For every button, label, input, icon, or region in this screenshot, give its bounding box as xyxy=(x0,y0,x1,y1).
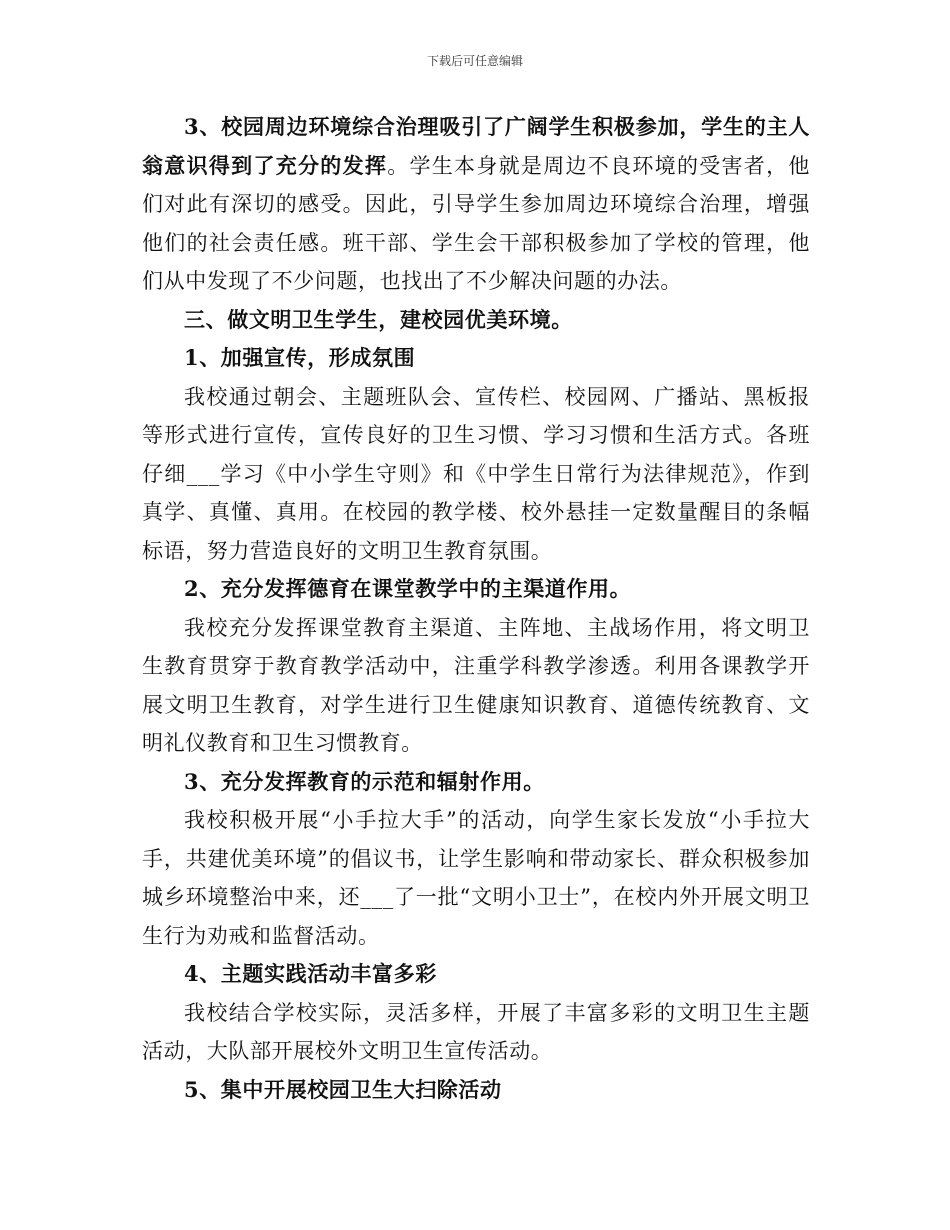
paragraph-lead-bold: 3、校园周边环境综合治理吸引了广阔学生积极参加，学生的主人翁意识得到了充分的发挥 xyxy=(142,114,810,178)
paragraph-demonstration: 我校积极开展“小手拉大手”的活动，向学生家长发放“小手拉大手，共建优美环境”的倡议书，让学生影响和带动家长、群众积极参加城乡环境整治中来，还___了一批“文明小卫士”，在校内外开展文明卫生行为劝戒和监督活动。 xyxy=(142,808,810,948)
subheading-3: 3、充分发挥教育的示范和辐射作用。 xyxy=(184,768,545,794)
subheading-5: 5、集中开展校园卫生大扫除活动 xyxy=(184,1076,502,1102)
paragraph-student-participation xyxy=(142,108,810,301)
subheading-4: 4、主题实践活动丰富多彩 xyxy=(184,961,437,986)
paragraph-classroom: 我校充分发挥课堂教育主渠道、主阵地、主战场作用，将文明卫生教育贯穿于教育教学活动中，注重学科教学渗透。利用各课教学开展文明卫生教育，对学生进行卫生健康知识教育、道德传统教育、文明礼仪教育和卫生习惯教育。 xyxy=(142,615,810,755)
section-heading-3: 三、做文明卫生学生，建校园优美环境。 xyxy=(184,306,573,332)
subheading-2: 2、充分发挥德育在课堂教学中的主渠道作用。 xyxy=(184,576,632,601)
subheading-1: 1、加强宣传，形成氛围 xyxy=(184,345,416,370)
paragraph-text: 。学生本身就是周边不良环境的受害者，他们对此有深切的感受。因此，引导学生参加周边环境综合治理，增强他们的社会责任感。班干部、学生会干部积极参加了学校的管理，他们从中发现了不少问题，也找出了不少解决问题的办法。 xyxy=(142,153,810,293)
paragraph-publicity: 我校通过朝会、主题班队会、宣传栏、校园网、广播站、黑板报等形式进行宣传，宣传良好的卫生习惯、学习习惯和生活方式。各班仔细___学习《中小学生守则》和《中学生日常行为法律规范》，作到真学、真懂、真用。在校园的教学楼、校外悬挂一定数量醒目的条幅标语，努力营造良好的文明卫生教育氛围。 xyxy=(142,384,810,563)
paragraph-activities: 我校结合学校实际，灵活多样，开展了丰富多彩的文明卫生主题活动，大队部开展校外文明卫生宣传活动。 xyxy=(142,1000,810,1063)
page-header: 下载后可任意编辑 xyxy=(426,54,523,68)
document-body xyxy=(142,108,810,1109)
